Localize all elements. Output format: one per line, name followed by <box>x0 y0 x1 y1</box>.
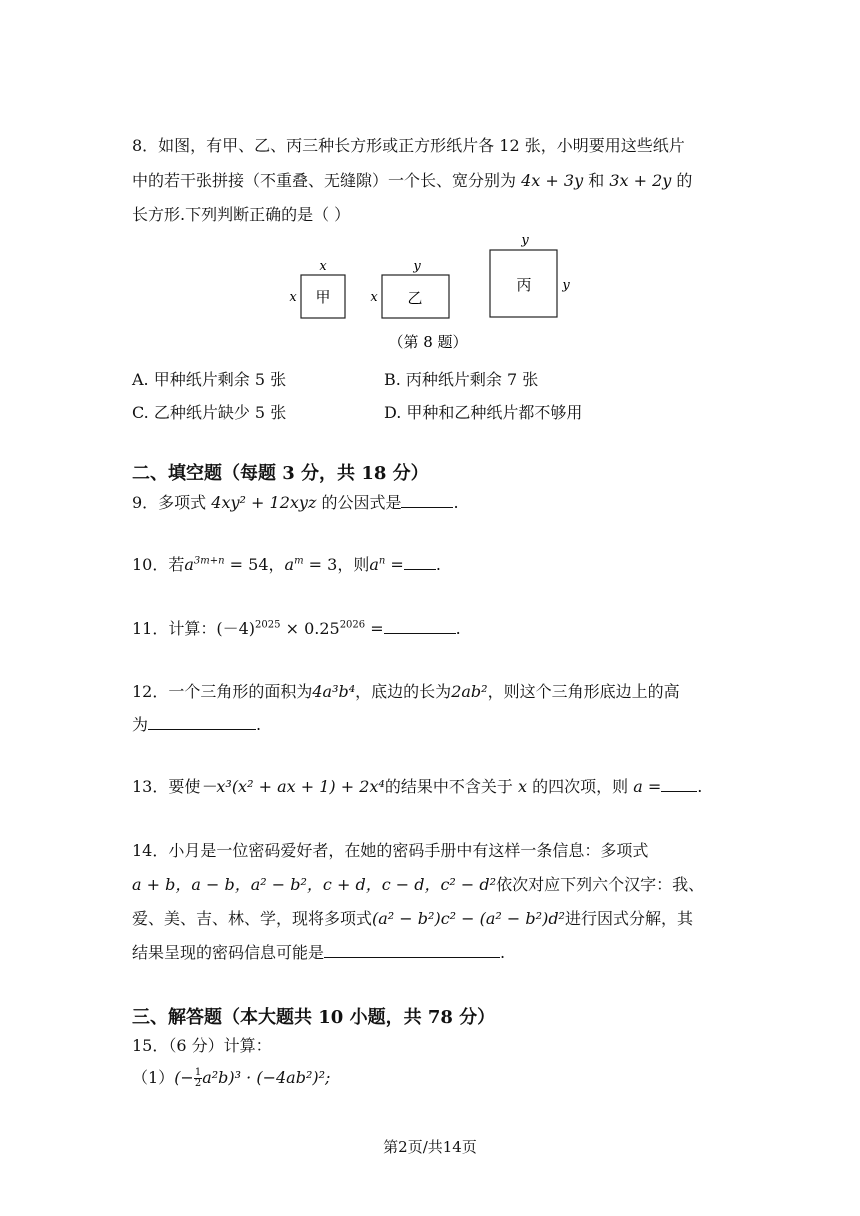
figure-caption: （第 8 题） <box>388 333 468 351</box>
q11-pre: 11．计算：(－4) <box>132 619 256 638</box>
q10-exp3: n <box>378 555 386 567</box>
q10-base1: a <box>184 555 194 574</box>
q13-ask: a = <box>633 777 662 796</box>
q12-end: . <box>256 715 262 734</box>
q10-eq3: = <box>385 555 404 574</box>
q14-text-c: 爱、美、吉、林、学，现将多项式 <box>132 909 373 928</box>
q11-end: . <box>455 619 461 638</box>
q15-part1 <box>132 1068 330 1089</box>
jia-label: 甲 <box>315 288 331 306</box>
q13-mid: 的结果中不含关于 <box>384 777 513 796</box>
bing-top-label: y <box>521 233 529 248</box>
q14-blank[interactable] <box>324 943 500 958</box>
q10-end: . <box>435 555 441 574</box>
q8-and: 和 <box>588 171 605 190</box>
q13-expr: －x³(x² + ax + 1) + 2x⁴ <box>200 777 385 796</box>
q10-base2: a <box>284 555 295 574</box>
yi-left-label: x <box>370 290 378 305</box>
jia-left-label: x <box>289 290 297 305</box>
q9 <box>132 493 459 513</box>
q8-expr-width: 3x + 2y <box>609 171 672 190</box>
q15-expr: a²b)³ · (−4ab²)²; <box>202 1068 331 1087</box>
q12-line2 <box>132 715 261 735</box>
q11-mid: × 0.25 <box>280 619 340 638</box>
q14-line4 <box>132 943 505 963</box>
q13 <box>132 777 702 797</box>
q10-eq2: = 3，则 <box>303 555 370 574</box>
q12-line1 <box>132 682 680 702</box>
section-3-heading: 三、解答题（本大题共 10 小题，共 78 分） <box>132 1007 496 1028</box>
q13-var: x <box>517 777 527 796</box>
q10-exp1: 3m+n <box>193 555 225 567</box>
q8-line2-text: 中的若干张拼接（不重叠、无缝隙）一个长、宽分别为 <box>132 171 517 190</box>
q9-blank[interactable] <box>401 493 453 508</box>
q14-text-b: 依次对应下列六个汉字：我、 <box>496 875 705 894</box>
q12-blank[interactable] <box>148 715 256 730</box>
option-c: C. 乙种纸片缺少 5 张 <box>132 403 287 422</box>
q10 <box>132 555 441 575</box>
q12-text-b: ，底边的长为 <box>355 682 452 701</box>
option-d: D. 甲种和乙种纸片都不够用 <box>384 403 583 422</box>
q9-end: . <box>453 493 459 512</box>
bing-label: 丙 <box>516 276 532 294</box>
page-footer: 第2页/共14页 <box>383 1138 477 1156</box>
q14-expr-list: a + b，a − b，a² − b²，c + d，c − d，c² − d² <box>132 875 497 894</box>
q12-wei: 为 <box>132 715 149 734</box>
q12-base: 2ab² <box>451 682 488 701</box>
q8-line1: 8．如图，有甲、乙、丙三种长方形或正方形纸片各 12 张，小明要用这些纸片 <box>132 136 685 155</box>
q15-line1: 15．（6 分）计算： <box>132 1036 272 1055</box>
fraction-numerator: 1 <box>194 1067 202 1078</box>
q8-de: 的 <box>676 171 693 190</box>
q14-line3 <box>132 909 693 929</box>
q10-base3: a <box>369 555 379 574</box>
q12-text-c: ，则这个三角形底边上的高 <box>487 682 680 701</box>
q11-eq: = <box>365 619 384 638</box>
q15-part1-label: （1） <box>132 1068 175 1087</box>
fraction-one-half <box>194 1068 202 1089</box>
bing-right-label: y <box>562 278 570 293</box>
q14-expr: (a² − b²)c² − (a² − b²)d² <box>372 909 565 928</box>
q13-pre: 13．要使 <box>132 777 201 796</box>
q11-exp2: 2026 <box>339 619 366 631</box>
option-a: A. 甲种纸片剩余 5 张 <box>132 370 287 389</box>
yi-top-label: y <box>413 259 421 274</box>
q8-line3: 长方形.下列判断正确的是（ ） <box>132 205 351 224</box>
q10-eq1: = 54， <box>224 555 285 574</box>
q14-line2 <box>132 875 704 895</box>
fraction-denominator: 2 <box>194 1078 202 1089</box>
q8-expr-length: 4x + 3y <box>521 171 584 190</box>
q13-post: 的四次项，则 <box>532 777 629 796</box>
q14-line1: 14．小月是一位密码爱好者，在她的密码手册中有这样一条信息：多项式 <box>132 841 649 860</box>
q12-area: 4a³b⁴ <box>312 682 356 701</box>
q9-expr: 4xy² + 12xyz <box>211 493 317 512</box>
q13-blank[interactable] <box>661 777 697 792</box>
q14-text-d: 进行因式分解，其 <box>564 909 693 928</box>
q12-text-a: 12．一个三角形的面积为 <box>132 682 313 701</box>
yi-label: 乙 <box>407 289 423 307</box>
option-b: B. 丙种纸片剩余 7 张 <box>384 370 539 389</box>
q14-end: . <box>500 943 506 962</box>
q8-figure <box>0 0 860 360</box>
q14-text-e: 结果呈现的密码信息可能是 <box>132 943 325 962</box>
q10-pre: 10．若 <box>132 555 185 574</box>
q11-blank[interactable] <box>384 619 456 634</box>
q9-pre: 9．多项式 <box>132 493 207 512</box>
q13-end: . <box>697 777 703 796</box>
q10-exp2: m <box>294 555 304 567</box>
q11 <box>132 619 461 639</box>
q9-post: 的公因式是 <box>321 493 402 512</box>
q15-open: (− <box>174 1068 194 1087</box>
q11-exp1: 2025 <box>255 619 281 631</box>
q10-blank[interactable] <box>404 555 436 570</box>
section-2-heading: 二、填空题（每题 3 分，共 18 分） <box>132 463 429 484</box>
jia-top-label: x <box>319 259 327 274</box>
